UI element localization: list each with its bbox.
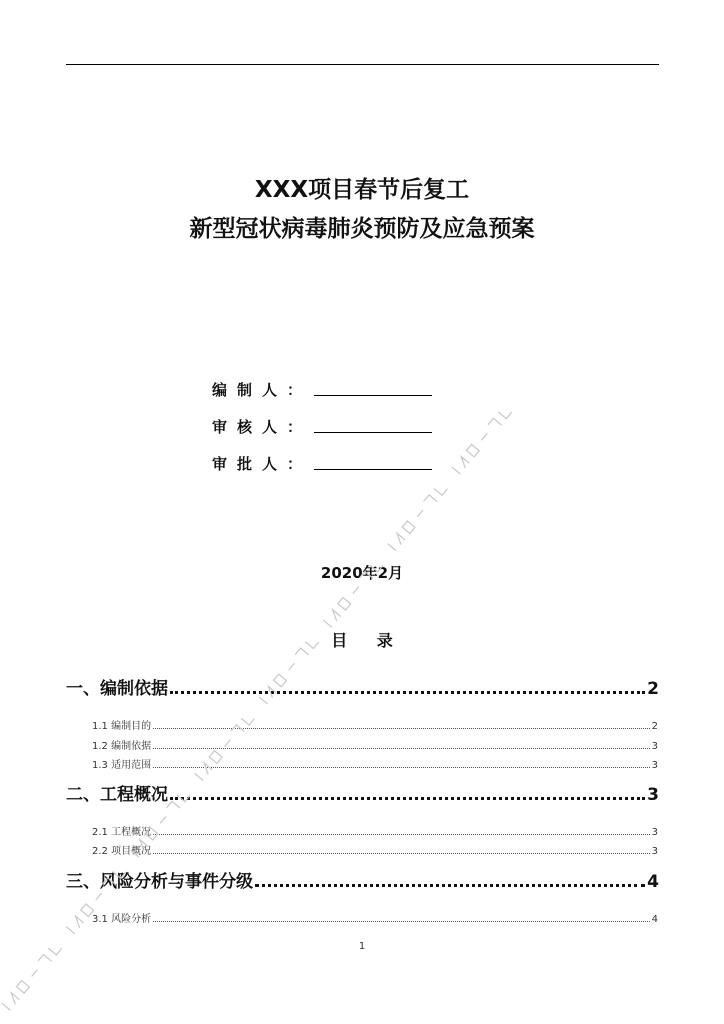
toc-entry-level1[interactable]: [66, 675, 659, 699]
toc-entry-level2[interactable]: [92, 824, 658, 838]
toc-title: 目 录: [331, 631, 405, 650]
toc-entry-page: 3: [651, 760, 658, 771]
signature-blank-line: [314, 432, 432, 433]
signature-blank-line: [314, 469, 432, 470]
toc-entry-level1[interactable]: [66, 868, 659, 892]
toc-entry-text: 一、编制依据: [66, 679, 168, 699]
toc-leader-dots: [170, 797, 645, 800]
signature-row-reviewer: [212, 413, 432, 437]
toc-entry-page: 3: [651, 846, 658, 857]
toc-entry-text: 1.3 适用范围: [92, 760, 152, 771]
toc-entry-text: 2.2 项目概况: [92, 846, 152, 857]
toc-entry-page: 3: [647, 785, 659, 805]
toc-entry-page: 3: [651, 741, 658, 752]
signature-row-compiler: [212, 376, 432, 400]
toc-leader-dots: [255, 884, 645, 887]
signature-blank-line: [314, 395, 432, 396]
toc-entry-text: 二、工程概况: [66, 785, 168, 805]
signature-row-approver: [212, 450, 432, 474]
toc-entry-level2[interactable]: [92, 718, 658, 732]
toc-entry-page: 2: [651, 721, 658, 732]
toc-leader-dots: [153, 921, 650, 922]
document-title-line1: XXX项目春节后复工: [254, 177, 470, 203]
header-rule: [66, 64, 659, 65]
toc-entry-level2[interactable]: [92, 757, 658, 771]
toc-entry-text: 三、风险分析与事件分级: [66, 872, 253, 892]
page-number: 1: [358, 941, 366, 952]
document-date: 2020年2月: [320, 564, 404, 582]
toc-entry-level2[interactable]: [92, 843, 658, 857]
toc-leader-dots: [153, 853, 650, 854]
toc-entry-page: 4: [647, 872, 659, 892]
toc-entry-text: 1.2 编制依据: [92, 741, 152, 752]
toc-entry-level1[interactable]: [66, 781, 659, 805]
toc-entry-level2[interactable]: [92, 738, 658, 752]
toc-entry-page: 3: [651, 827, 658, 838]
toc-leader-dots: [153, 728, 650, 729]
toc-entry-level2[interactable]: [92, 911, 658, 925]
signature-label: 编制人：: [212, 381, 313, 399]
toc-entry-text: 3.1 风险分析: [92, 914, 152, 925]
toc-entry-page: 2: [647, 679, 659, 699]
signature-label: 审批人：: [212, 455, 313, 473]
signature-label: 审核人：: [212, 418, 313, 436]
toc-leader-dots: [153, 767, 650, 768]
toc-leader-dots: [153, 834, 650, 835]
document-title-line2: 新型冠状病毒肺炎预防及应急预案: [189, 216, 535, 242]
toc-entry-text: 1.1 编制目的: [92, 721, 152, 732]
toc-leader-dots: [170, 691, 645, 694]
toc-leader-dots: [153, 748, 650, 749]
toc-entry-page: 4: [651, 914, 658, 925]
toc-entry-text: 2.1 工程概况: [92, 827, 152, 838]
